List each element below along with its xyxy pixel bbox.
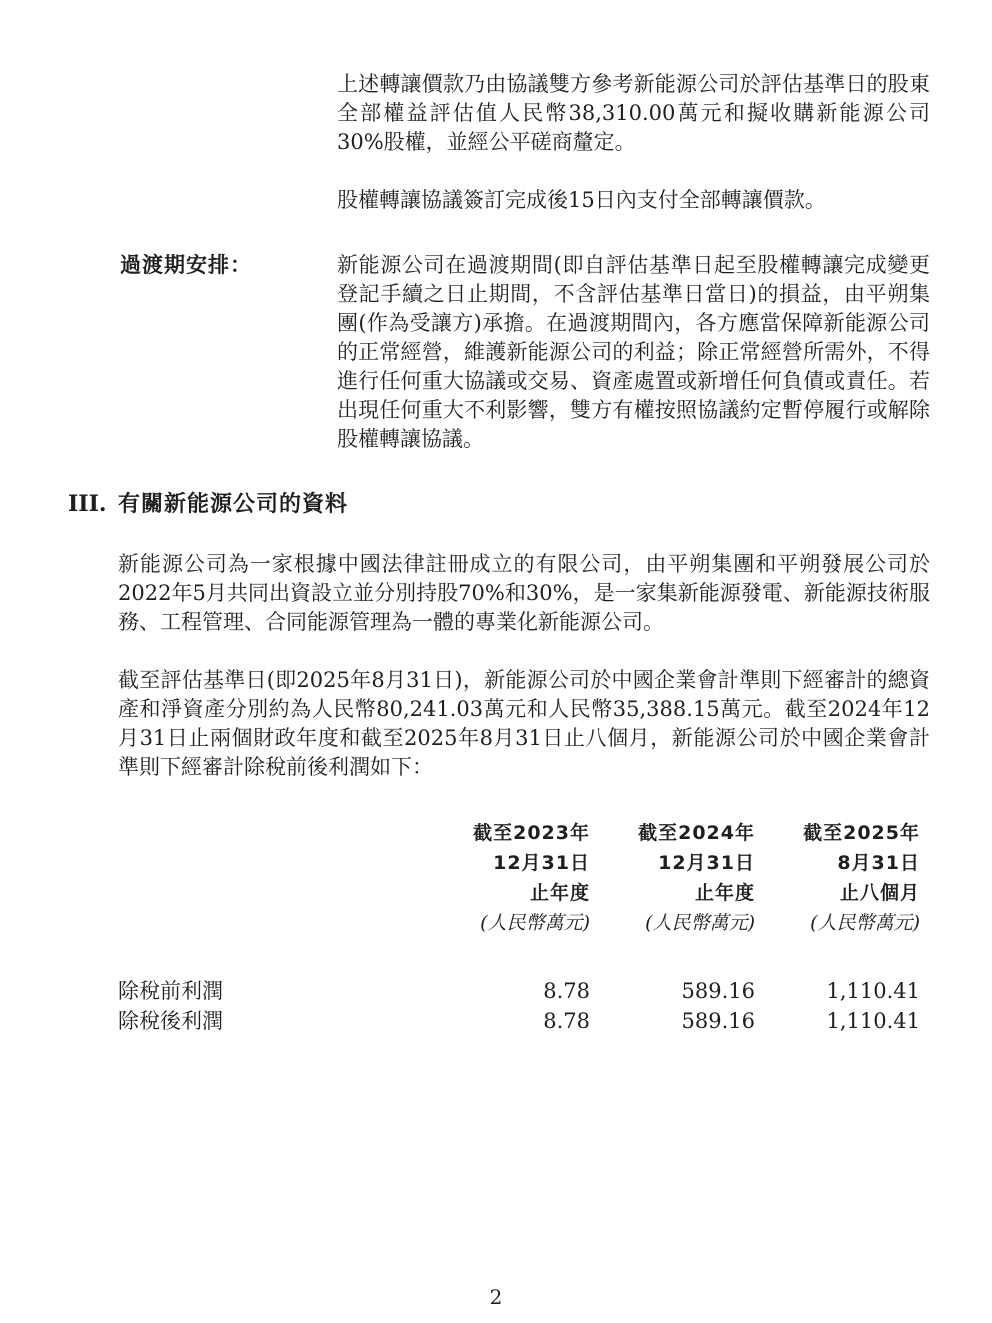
header-period-line: 12月31日 [493, 852, 590, 874]
row-value-2024: 589.16 [681, 979, 755, 1003]
row-value-2025: 1,110.41 [826, 979, 920, 1003]
header-unit: (人民幣萬元) [645, 912, 755, 934]
transition-arrangement-text: 新能源公司在過渡期間(即自評估基準日起至股權轉讓完成變更登記手續之日止期間，不含評估基準日當日)的損益，由平朔集團(作為受讓方)承擔。在過渡期間內，各方應當保障新能源公司的正常經營，維護新能源公司的利益；除正常經營所需外，不得進行任何重大協議或交易、資產處置或新增任何負債或責任。若出現任何重大不利影響，雙方有權按照協議約定暫停履行或解除股權轉讓協議。 [337, 253, 930, 451]
row-value-2023: 8.78 [543, 979, 590, 1003]
header-period-line: 12月31日 [658, 852, 755, 874]
table-row-profit-before-tax [118, 976, 920, 1006]
paragraph-transfer-price-basis: 上述轉讓價款乃由協議雙方參考新能源公司於評估基準日的股東全部權益評估值人民幣38,310.00萬元和擬收購新能源公司30%股權，並經公平磋商釐定。 [337, 72, 930, 154]
paragraph-payment-deadline: 股權轉讓協議簽訂完成後15日內支付全部轉讓價款。 [337, 188, 826, 212]
profit-table [118, 818, 920, 1036]
row-label: 除稅後利潤 [118, 1009, 223, 1033]
section-body [118, 550, 930, 1036]
section-number: III. [68, 491, 107, 517]
table-row-profit-after-tax [118, 1006, 920, 1036]
page-number: 2 [489, 1285, 503, 1309]
header-col-2025 [755, 818, 920, 938]
row-value-2023: 8.78 [543, 1009, 590, 1033]
row-value-2024: 589.16 [681, 1009, 755, 1033]
paragraph-financials-intro: 截至評估基準日(即2025年8月31日)，新能源公司於中國企業會計準則下經審計的總資產和淨資產分別約為人民幣80,241.03萬元和人民幣35,388.15萬元。截至2024年12月31日止兩個財政年度和截至2025年8月31日止八個月，新能源公司於中國企業會計準則下經審計除稅前後利潤如下： [118, 668, 930, 779]
header-period-line: 止八個月 [839, 882, 920, 904]
row-value-2025: 1,110.41 [826, 1009, 920, 1033]
transition-arrangement-label: 過渡期安排： [120, 253, 252, 277]
paragraph-company-background: 新能源公司為一家根據中國法律註冊成立的有限公司，由平朔集團和平朔發展公司於2022年5月共同出資設立並分別持股70%和30%，是一家集新能源發電、新能源技術服務、工程管理、合同能源管理為一體的專業化新能源公司。 [118, 552, 930, 634]
transition-arrangement-row [120, 251, 930, 454]
header-period-line: 止年度 [694, 882, 755, 904]
header-col-2024 [590, 818, 755, 938]
header-period-line: 截至2024年 [638, 822, 755, 844]
header-unit: (人民幣萬元) [480, 912, 590, 934]
header-unit: (人民幣萬元) [810, 912, 920, 934]
header-period-line: 止年度 [529, 882, 590, 904]
profit-table-body [118, 976, 920, 1036]
header-period-line: 截至2023年 [473, 822, 590, 844]
header-period-line: 截至2025年 [803, 822, 920, 844]
section-heading [68, 489, 930, 520]
terms-continuation-block [337, 70, 930, 215]
section-title: 有關新能源公司的資料 [118, 492, 349, 517]
row-label: 除稅前利潤 [118, 979, 223, 1003]
header-col-2023 [425, 818, 590, 938]
profit-table-header [118, 818, 920, 938]
header-period-line: 8月31日 [837, 852, 920, 874]
